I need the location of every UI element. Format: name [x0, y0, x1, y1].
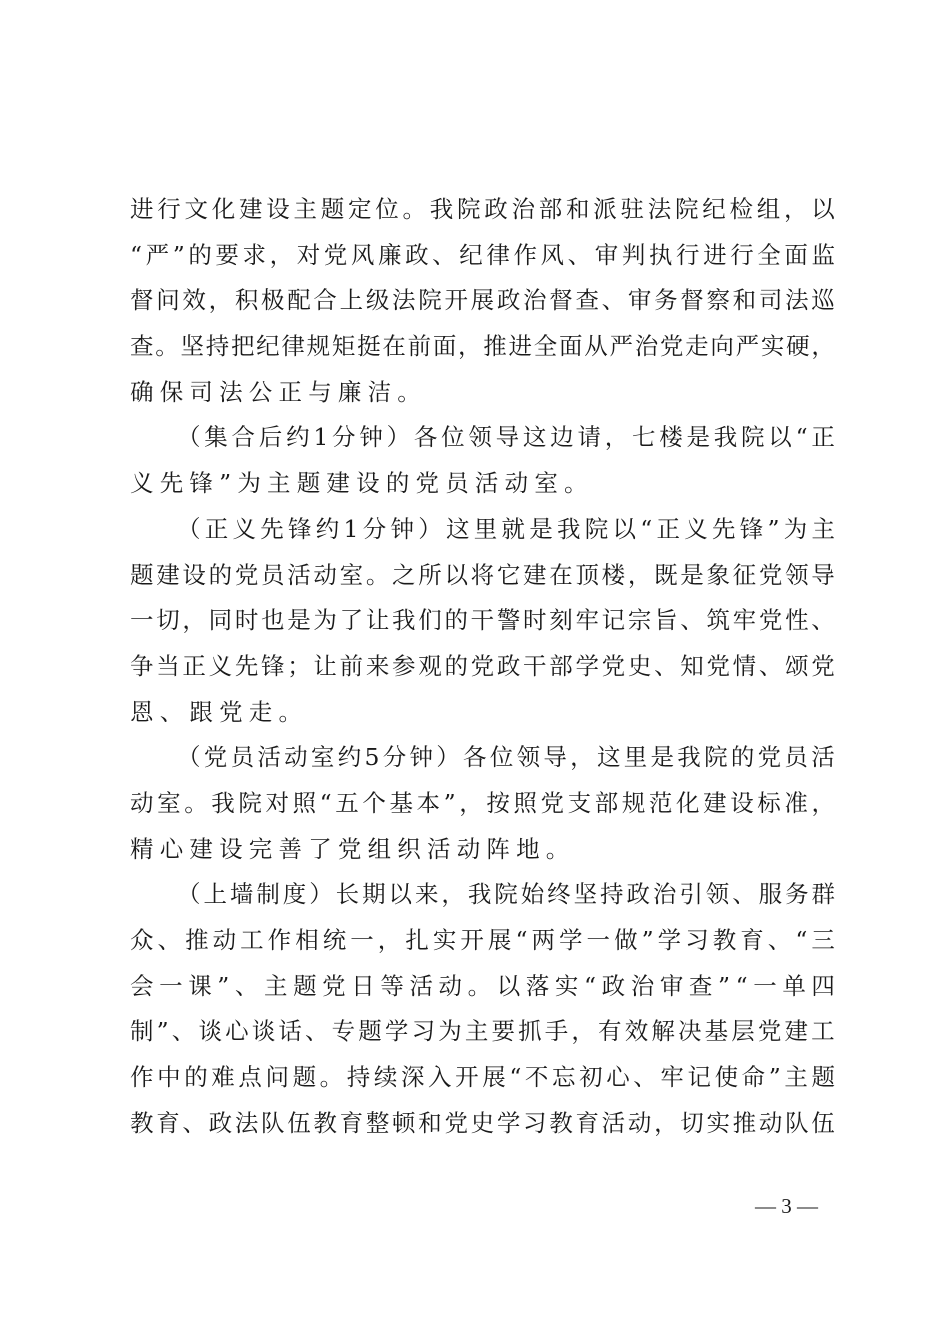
- text-line: “ 严 ” 的 要 求 ， 对 党 风 廉 政 、 纪 律 作 风 、 审 判 执 行 进 行 全 面 监: [130, 240, 835, 269]
- text-line: 进 行 文 化 建 设 主 题 定 位 。 我 院 政 治 部 和 派 驻 法 院 纪 检 组 ， 以: [130, 195, 835, 223]
- body-text: [130, 187, 835, 1146]
- text-line: 争 当 正 义 先 锋 ； 让 前 来 参 观 的 党 政 干 部 学 党 史 、 知 党 情 、 颂 党: [130, 651, 835, 680]
- text-line: 义先锋”为主题建设的党员活动室。: [130, 469, 594, 498]
- page-number: — 3 —: [755, 1194, 818, 1218]
- text-line: 动 室 。 我 院 对 照 “ 五 个 基 本 ” ， 按 照 党 支 部 规 范 化 建 设 标 准 ，: [130, 788, 835, 817]
- text-line: 督 问 效 ， 积 极 配 合 上 级 法 院 开 展 政 治 督 查 、 审 务 督 察 和 司 法 巡: [130, 286, 835, 315]
- text-line: 查 。 坚 持 把 纪 律 规 矩 挺 在 前 面 ， 推 进 全 面 从 严 治 党 走 向 严 实 硬 ，: [130, 332, 835, 361]
- text-line: 制 ” 、 谈 心 谈 话 、 专 题 学 习 为 主 要 抓 手 ， 有 效 解 决 基 层 党 建 工: [130, 1017, 835, 1046]
- text-line: 一 切 ， 同 时 也 是 为 了 让 我 们 的 干 警 时 刻 牢 记 宗 旨 、 筑 牢 党 性 、: [130, 606, 835, 635]
- text-line: （ 正 义 先 锋 约 1 分 钟 ） 这 里 就 是 我 院 以 “ 正 义 先 锋 ” 为 主: [177, 514, 835, 543]
- text-line: 作 中 的 难 点 问 题 。 持 续 深 入 开 展 “ 不 忘 初 心 、 牢 记 使 命 ” 主 题: [130, 1063, 835, 1092]
- text-line: 会 一 课 ” 、 主 题 党 日 等 活 动 。 以 落 实 “ 政 治 审 查 ” “ 一 单 四: [130, 971, 835, 1000]
- text-line: 众 、 推 动 工 作 相 统 一 ， 扎 实 开 展 “ 两 学 一 做 ” 学 习 教 育 、 “ 三: [130, 926, 835, 954]
- text-line: 教 育 、 政 法 队 伍 教 育 整 顿 和 党 史 学 习 教 育 活 动 ， 切 实 推 动 队 伍: [130, 1108, 835, 1137]
- text-line: （ 集 合 后 约 1 分 钟 ） 各 位 领 导 这 边 请 ， 七 楼 是 我 院 以 “ 正: [177, 423, 835, 452]
- text-line: （ 上 墙 制 度 ） 长 期 以 来 ， 我 院 始 终 坚 持 政 治 引 领 、 服 务 群: [177, 880, 835, 909]
- text-line: 确保司法公正与廉洁。: [130, 377, 427, 406]
- text-line: （ 党 员 活 动 室 约 5 分 钟 ） 各 位 领 导 ， 这 里 是 我 院 的 党 员 活: [177, 743, 835, 772]
- text-line: 题 建 设 的 党 员 活 动 室 。 之 所 以 将 它 建 在 顶 楼 ， 既 是 象 征 党 领 导: [130, 560, 835, 589]
- text-line: 恩、跟党走。: [130, 697, 309, 726]
- text-line: 精心建设完善了党组织活动阵地。: [130, 834, 576, 863]
